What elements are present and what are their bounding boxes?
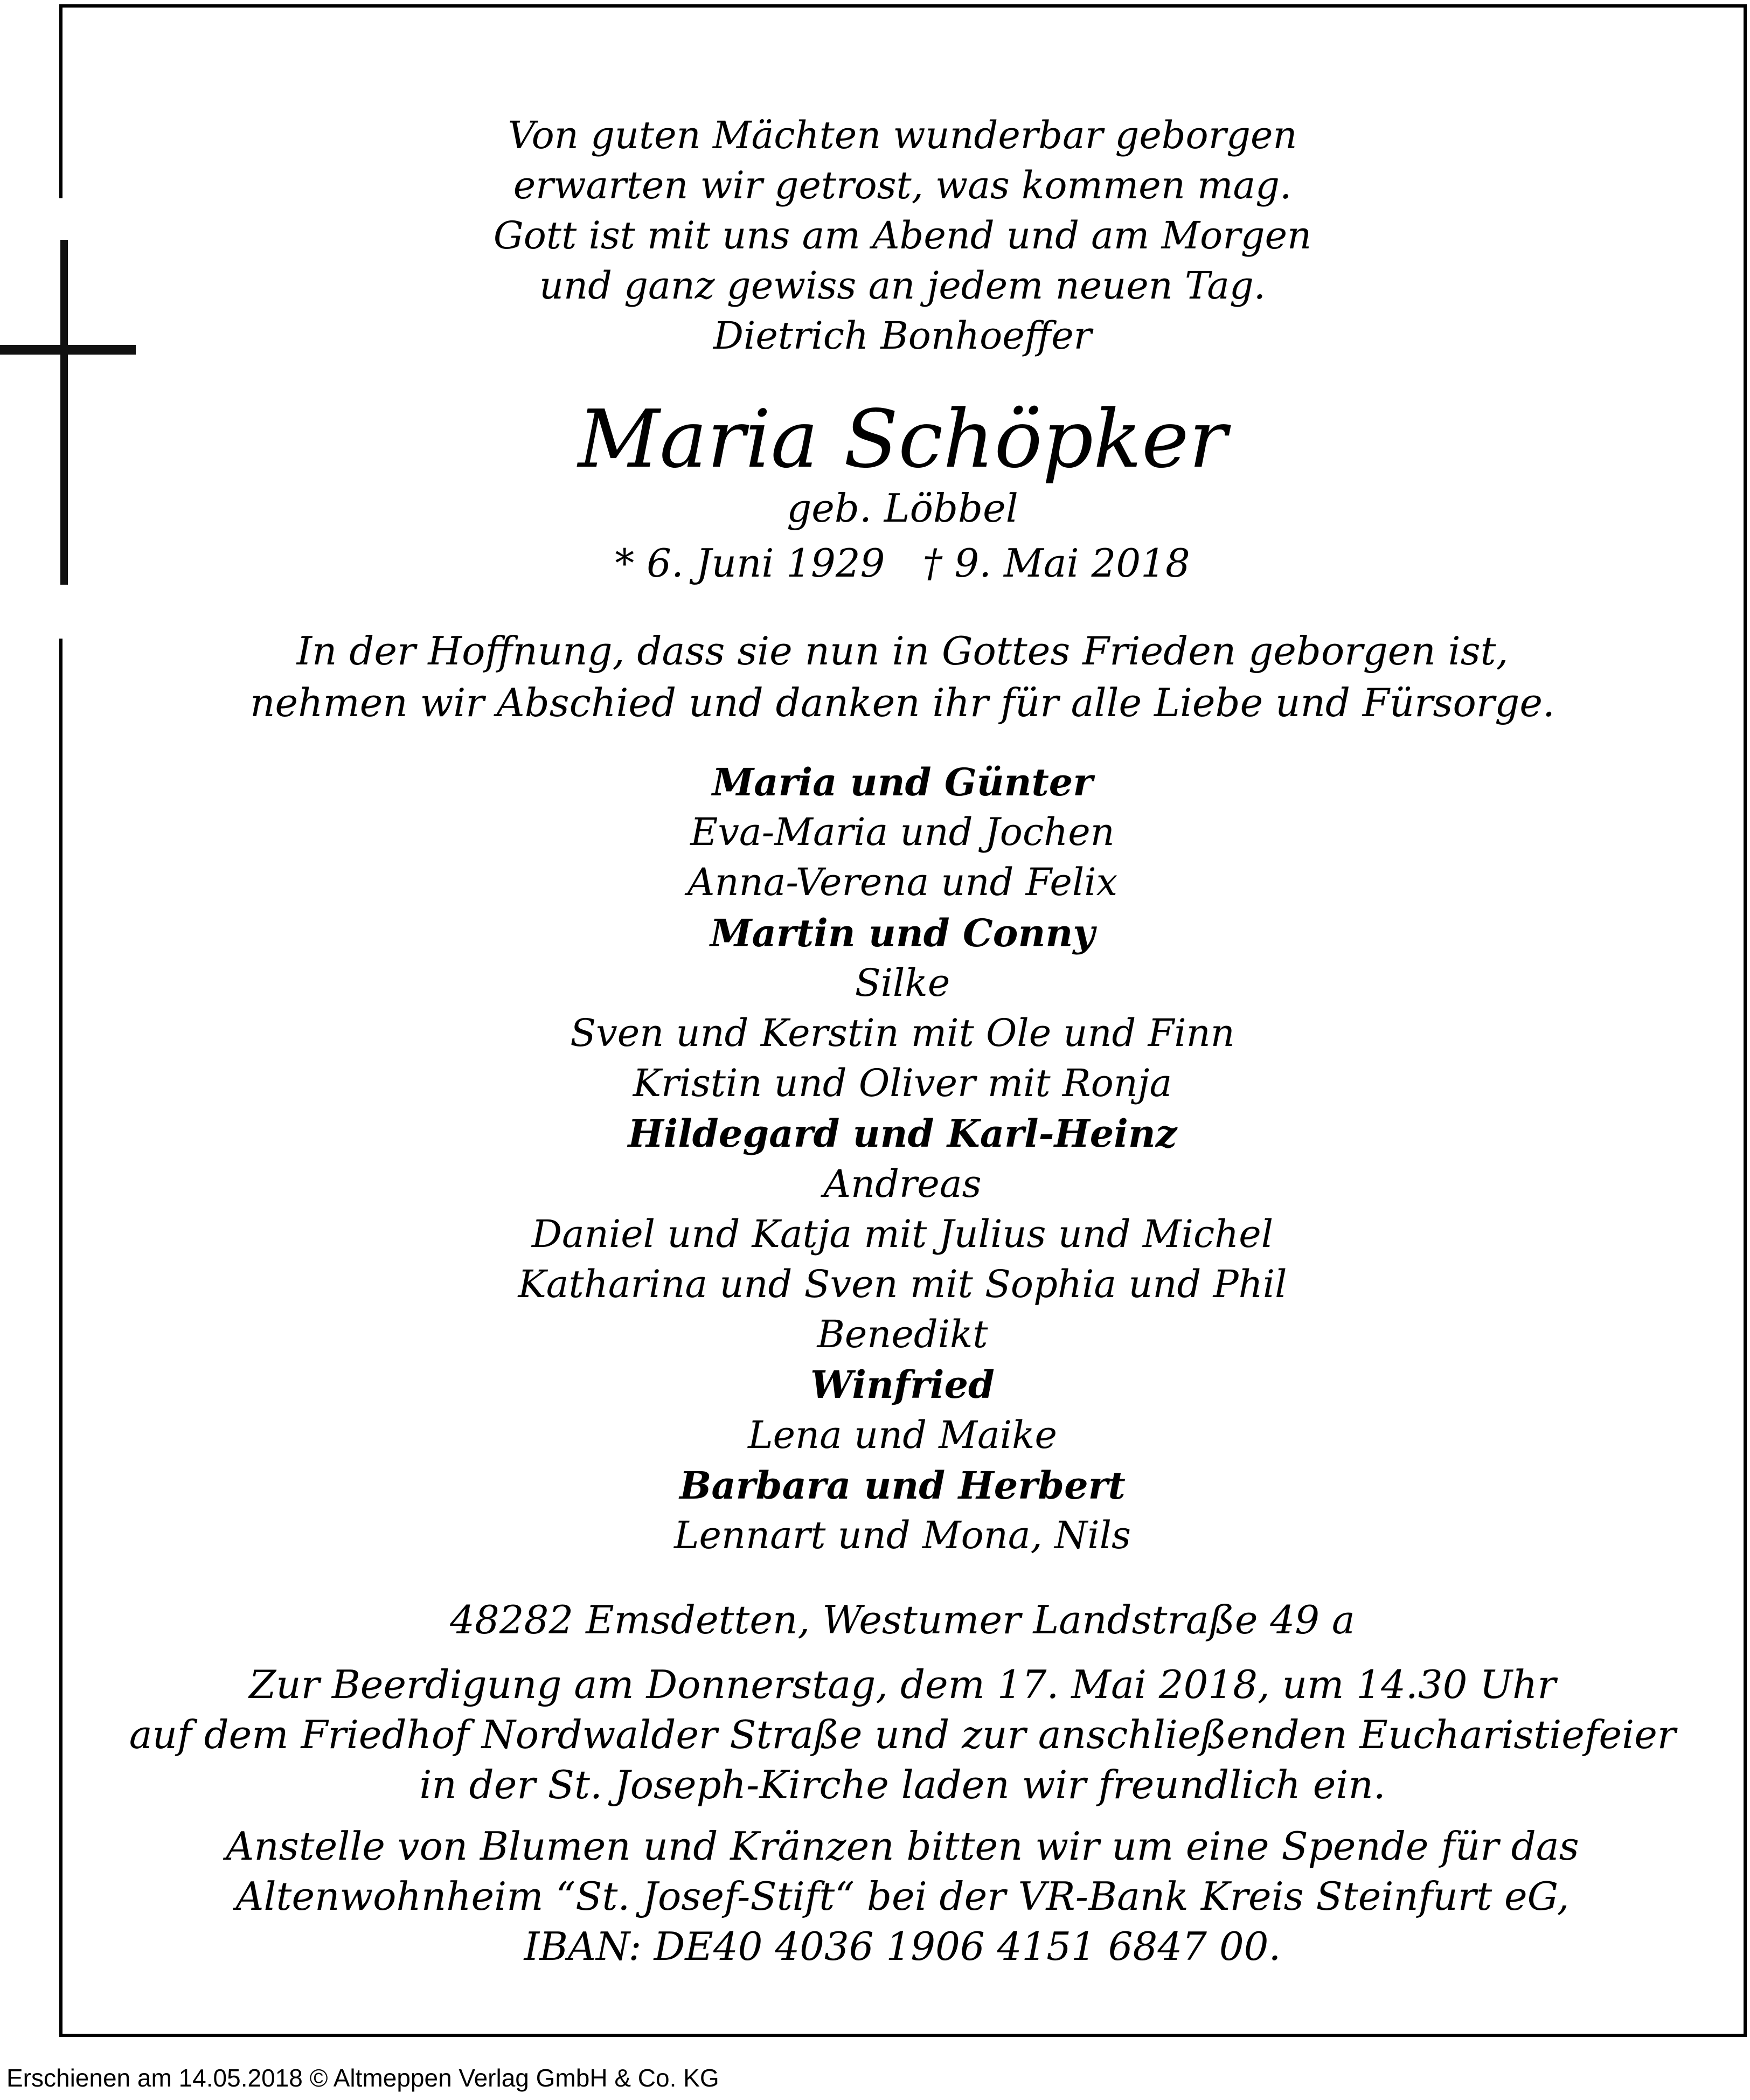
donation-info <box>86 1821 1719 1972</box>
funeral-info <box>86 1660 1719 1810</box>
family-member: Benedikt <box>817 1312 988 1357</box>
family-list <box>86 757 1719 1561</box>
frame-right-border <box>1744 4 1747 2037</box>
family-member-primary: Maria und Günter <box>712 760 1093 805</box>
funeral-line: Zur Beerdigung am Donnerstag, dem 17. Mai 2018, um 14.30 Uhr <box>249 1662 1556 1707</box>
donation-line: Altenwohnheim “St. Josef-Stift“ bei der VR-Bank Kreis Steinfurt eG, <box>235 1874 1570 1919</box>
family-member: Andreas <box>823 1161 982 1206</box>
death-date: † 9. Mai 2018 <box>922 540 1190 586</box>
poem-block <box>86 110 1719 361</box>
family-address: 48282 Emsdetten, Westumer Landstraße 49 a <box>450 1597 1355 1642</box>
donation-line: IBAN: DE40 4036 1906 4151 6847 00. <box>524 1924 1281 1969</box>
poem-line: Gott ist mit uns am Abend und am Morgen <box>493 213 1312 258</box>
farewell-line: In der Hoffnung, dass sie nun in Gottes Frieden geborgen ist, <box>296 628 1509 674</box>
frame-left-border-upper <box>59 4 63 198</box>
family-member-primary: Winfried <box>810 1362 995 1408</box>
family-member-primary: Hildegard und Karl-Heinz <box>628 1111 1177 1156</box>
birth-date: * 6. Juni 1929 <box>615 540 885 586</box>
family-member: Eva-Maria und Jochen <box>690 810 1115 855</box>
frame-left-border-lower <box>59 639 63 2037</box>
family-member: Lennart und Mona, Nils <box>674 1513 1131 1558</box>
poem-line: Von guten Mächten wunderbar geborgen <box>508 113 1297 157</box>
family-member: Lena und Maike <box>748 1412 1057 1457</box>
family-member: Katharina und Sven mit Sophia und Phil <box>518 1262 1287 1307</box>
family-member-primary: Barbara und Herbert <box>679 1463 1126 1508</box>
farewell-line: nehmen wir Abschied und danken ihr für alle Liebe und Fürsorge. <box>250 680 1555 725</box>
donation-line: Anstelle von Blumen und Kränzen bitten wir um eine Spende für das <box>226 1824 1579 1869</box>
family-member: Sven und Kerstin mit Ole und Finn <box>570 1011 1235 1056</box>
poem-line: erwarten wir getrost, was kommen mag. <box>513 163 1292 207</box>
cross-vertical-bar <box>60 240 68 585</box>
poem-author: Dietrich Bonhoeffer <box>713 314 1092 358</box>
frame-top-border <box>59 4 1747 8</box>
family-member: Anna-Verena und Felix <box>687 860 1118 905</box>
family-member-primary: Martin und Conny <box>710 910 1095 955</box>
poem-line: und ganz gewiss an jedem neuen Tag. <box>539 264 1266 308</box>
funeral-line: in der St. Joseph-Kirche laden wir freundlich ein. <box>419 1762 1386 1807</box>
frame-bottom-border <box>59 2034 1747 2037</box>
family-member: Daniel und Katja mit Julius und Michel <box>531 1211 1274 1256</box>
life-dates <box>86 536 1719 590</box>
farewell-text <box>86 625 1719 729</box>
publication-footer: Erschienen am 14.05.2018 © Altmeppen Verlag GmbH & Co. KG <box>6 2064 719 2092</box>
funeral-line: auf dem Friedhof Nordwalder Straße und zur anschließenden Eucharistiefeier <box>129 1712 1676 1757</box>
family-member: Silke <box>855 960 950 1005</box>
deceased-name: Maria Schöpker <box>578 393 1227 486</box>
family-member: Kristin und Oliver mit Ronja <box>633 1061 1172 1106</box>
deceased-birth-name: geb. Löbbel <box>787 486 1018 531</box>
